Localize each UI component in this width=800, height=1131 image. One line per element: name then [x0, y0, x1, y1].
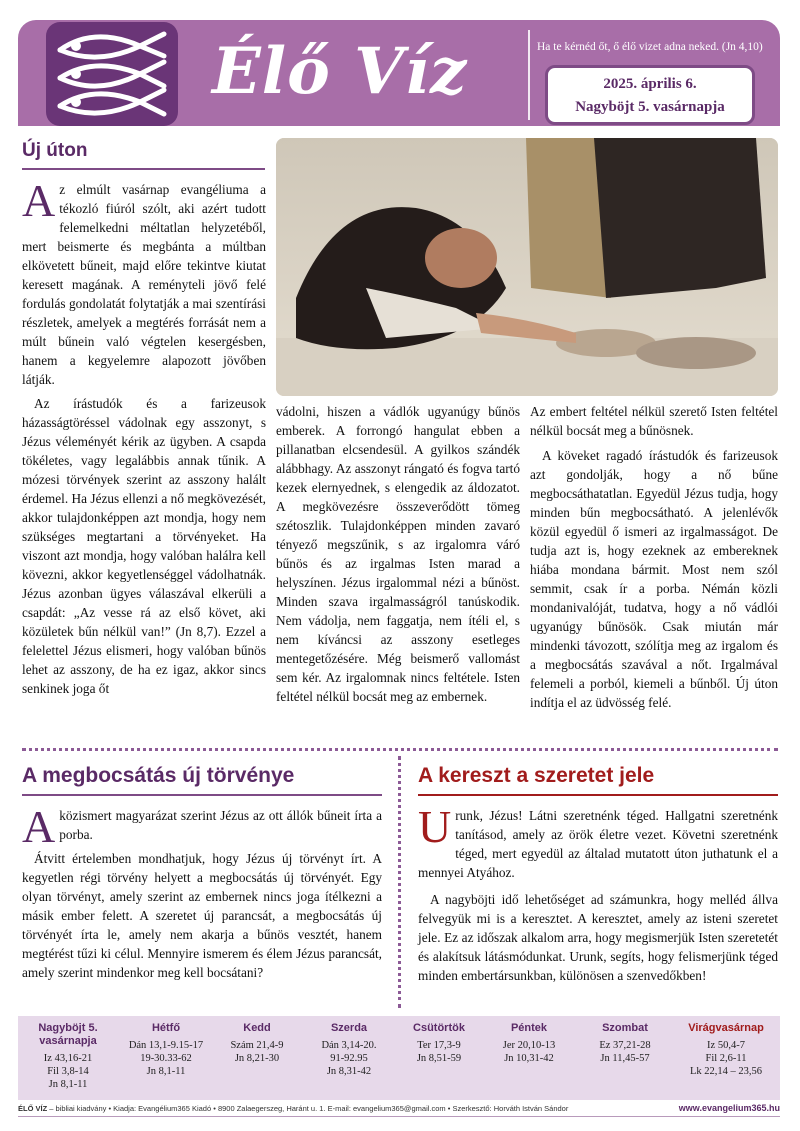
- paragraph: Az embert feltétel nélkül szerető Isten feltétel nélkül bocsát meg a bűnösnek.: [530, 404, 778, 438]
- reading-ref: Jn 8,31-42: [326, 1066, 372, 1077]
- title-underline: [418, 794, 778, 796]
- day-name: Szombat: [602, 1022, 648, 1034]
- day-name: Csütörtök: [413, 1022, 465, 1034]
- reading-ref: Fil 3,8-14: [47, 1066, 89, 1077]
- paragraph: közismert magyarázat szerint Jézus az ott állók bűneit írta a porba.: [59, 808, 382, 842]
- footer-brand: ÉLŐ VÍZ: [18, 1104, 48, 1113]
- article-column: [530, 402, 778, 712]
- reading-ref: Lk 22,14 – 23,56: [689, 1066, 763, 1077]
- day-name: Hétfő: [151, 1022, 181, 1034]
- reading-day: [24, 1022, 112, 1091]
- day-name: Virágvasárnap: [688, 1022, 764, 1034]
- reading-ref: Dán 3,14-20.: [321, 1040, 377, 1051]
- reading-day: [678, 1022, 774, 1078]
- article-column: [276, 402, 520, 706]
- reading-ref: Iz 43,16-21: [43, 1053, 93, 1064]
- reading-ref: Szám 21,4-9: [230, 1040, 284, 1051]
- reading-ref: Jn 11,45-57: [600, 1053, 650, 1064]
- motto: Ha te kérnéd őt, ő élő vizet adna neked. (Jn 4,10): [537, 41, 763, 53]
- day-name: Szerda: [330, 1022, 368, 1034]
- title-underline: [22, 168, 265, 170]
- paragraph: z elmúlt vasárnap evangéliuma a tékozló fiúról szólt, aki azért tudott felemelkedni méltatlan helyzetéből, mert beismerte és megbánta a múltban elkövetett bűneit, majd előre tekintve kiutat keresett magának. A reményteli jövő felé fordulás gondolatát folytatják a mai szentírási részletek, amelyek a megtérés forrását nem a múlt bűnein való végtelen kesergésben, hanem a kegyelemre alapozott jövőben látják.: [22, 182, 266, 387]
- reading-ref: Ter 17,3-9: [417, 1040, 461, 1051]
- reading-day: [306, 1022, 392, 1078]
- reading-ref: Dán 13,1-9.15-17: [128, 1040, 204, 1051]
- footer-rule: [18, 1116, 780, 1117]
- article-column: [22, 175, 266, 698]
- paragraph: vádolni, hiszen a vádlók ugyanúgy bűnös emberek. A forrongó hangulat ebben a pillanatban elcsendesül. A gyilkos szándék alábbhagy. Az asszonyt rángató és fogva tartó kezek elernyednek, s elengedik az áldozatot. A megkövezésre összeverődött tömeg szétoszlik. Tulajdonképpen minden zavaró tényező megszűnik, s az irgalomra váró bűnös és az irgalmas Isten marad a helyszínen. Jézus irgalommal nézi a bűnöst. Minden szava irgalmasságról tanúskodik. Nem vádolja, nem faggatja, nem ítéli el, s nem kíváncsi az asszony esetleges mentegetőzésére. Még beismerő vallomást sem kér. Az irgalomnak nincs feltétele. Isten feltétel nélkül bocsát meg az embernek.: [276, 404, 520, 704]
- paragraph: Átvitt értelemben mondhatjuk, hogy Jézus új törvényt írt. A kegyetlen régi törvény helyett a megbocsátás új törvényét. Egy olyan törvényt, amely szerint az embernek nincs joga ítélkezni a másik ember felett. A szeretet új parancsát, a megbocsátás új törvényét írta le, amely nem akarja a bűnös vesztét, hanem megtérést tűzi ki célul. Mennyire ismerem és élem Jézus parancsát, amely szerint mindenkor meg kell bocsátani?: [22, 851, 382, 980]
- drop-cap: A: [22, 801, 56, 852]
- fish-icon: [46, 22, 178, 126]
- reading-ref: 19-30.33-62: [140, 1053, 192, 1064]
- title-underline: [22, 794, 382, 796]
- liturgical-day: Nagyböjt 5. vasárnapja: [575, 99, 725, 115]
- reading-ref: Fil 2,6-11: [705, 1053, 747, 1064]
- reading-ref: Jn 8,21-30: [234, 1053, 280, 1064]
- reading-ref: Ez 37,21-28: [599, 1040, 651, 1051]
- drop-cap: U: [418, 801, 452, 852]
- reading-ref: 91-92.95: [330, 1053, 368, 1064]
- article-title: A megbocsátás új törvénye: [22, 764, 295, 787]
- brand-title: Élő Víz: [212, 34, 468, 109]
- article-title: Új úton: [22, 140, 88, 161]
- reading-ref: Jn 8,51-59: [416, 1053, 462, 1064]
- reading-day: [118, 1022, 214, 1078]
- section-divider: [22, 748, 778, 751]
- reading-day: [582, 1022, 668, 1065]
- article-body: [418, 801, 778, 985]
- paragraph: runk, Jézus! Látni szeretnénk téged. Hallgatni szeretnénk tanításod, amely az örök életre vezet. Követni szeretnénk téged, mert egyedül az általad mutatott úton juthatunk el a mennyei Atyához.: [418, 808, 778, 880]
- reading-ref: Jn 8,1-11: [146, 1066, 186, 1077]
- day-name: Péntek: [510, 1022, 548, 1034]
- footer-imprint: [18, 1104, 618, 1113]
- article-title: A kereszt a szeretet jele: [418, 764, 655, 787]
- reading-ref: Jn 10,31-42: [504, 1053, 554, 1064]
- paragraph: A köveket ragadó írástudók és farizeusok azt gondolják, hogy a nő bűne megbocsáthatatlan. Egyedül Jézus tudja, hogy minden bűn megbocsátható. A jelenlévők közül egyedül ő ismeri az irgalmasságot. De tudja azt is, hogy ezeknek az embereknek hiába mondana bármit. Most nem szól semmit, csak ír a porba. Némán közli mondanivalóját, tudatva, hogy a nő vádlói ugyanúgy bűnösök. Csak miután már mindenki távozott, szólítja meg az irgalom és a megbocsátás szavával a nőt. Irgalmával felemeli a porból, kiemeli a bűnből. Új úton indítja el az üdvösség felé.: [530, 448, 778, 710]
- date-box: [545, 65, 755, 125]
- column-divider: [398, 756, 401, 1008]
- photo: [276, 138, 778, 396]
- logo: [46, 22, 178, 126]
- reading-day: [214, 1022, 300, 1065]
- article-body: [22, 801, 382, 982]
- day-name: Nagyböjt 5. vasárnapja: [38, 1022, 98, 1047]
- reading-day: [486, 1022, 572, 1065]
- header-divider: [528, 30, 530, 120]
- day-name: Kedd: [243, 1022, 271, 1034]
- reading-day: [396, 1022, 482, 1065]
- drop-cap: A: [22, 175, 56, 226]
- paragraph: A nagyböjti idő lehetőséget ad számunkra, hogy melléd állva felvegyük mi is a keresztet. A keresztet, amely az isteni szeretet jele. Ez az időszak alkalom arra, hogy megismerjük Isten szeretetét és alakítsuk látásmódunkat. Urunk, segíts, hogy felismerjünk téged minden embertársunkban, különösen a szenvedőkben!: [418, 892, 778, 983]
- issue-date: 2025. április 6.: [603, 76, 697, 92]
- reading-ref: Jer 20,10-13: [502, 1040, 556, 1051]
- reading-ref: Iz 50,4-7: [707, 1040, 745, 1051]
- weekly-readings: [18, 1016, 780, 1100]
- footer-text: – bibliai kiadvány • Kiadja: Evangélium365 Kiadó • 8900 Zalaegerszeg, Haránt u. 1. E-mail: evangelium365@gmail.com • Szerkesztő: Horváth István Sándor: [47, 1104, 569, 1113]
- website-link[interactable]: www.evangelium365.hu: [678, 1103, 780, 1113]
- reading-ref: Jn 8,1-11: [48, 1079, 88, 1090]
- paragraph: Az írástudók és a farizeusok házasságtöréssel vádolnak egy asszonyt, s Jézus véleményét kérik az ügyben. A csapda tökéletes, vagy legalábbis annak tűnik. A mózesi törvények szerint az asszony halált érdemel. Ha Jézus ellenzi a nő megkövezését, akkor tulajdonképpen azt mondja, hogy nem szükséges megtartani a törvényeket. Ha viszont azt mondja, hogy valóban halálra kell kövezni, akkor kegyetlenséggel vádolhatnák. Jézus azonban ügyes válaszával elkerüli a csapdát: „Az vesse rá az első követ, aki közületek bűn nélkül van!” (Jn 8,7). Ezzel a felelettel Jézus elismeri, hogy valóban bűnös lehet az asszony, de ha ez igaz, akkor sincs senkinek joga őt: [22, 396, 266, 696]
